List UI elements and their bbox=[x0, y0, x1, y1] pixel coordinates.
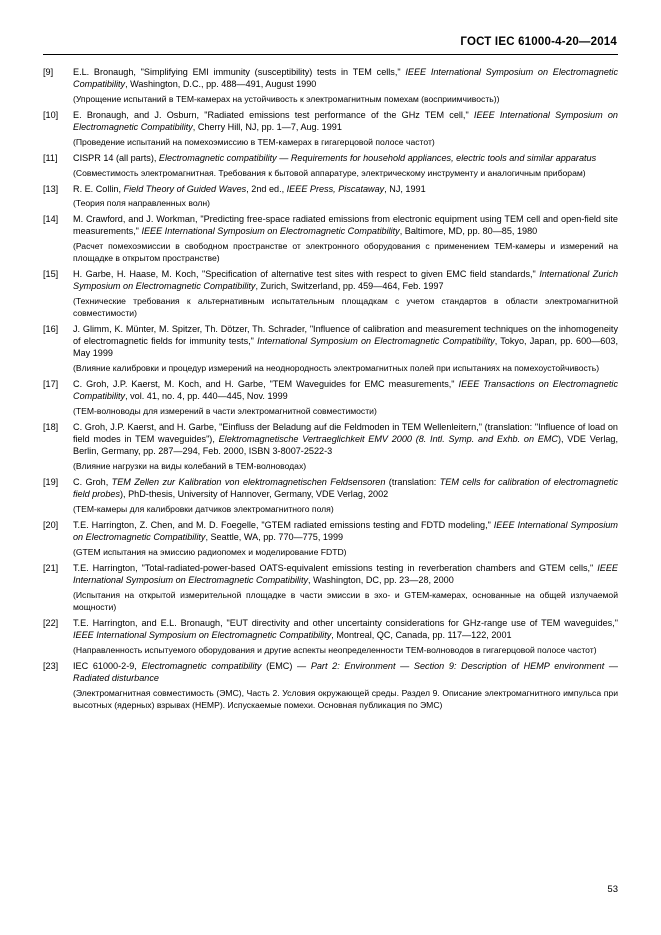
reference-text bbox=[73, 268, 618, 322]
reference-text-ru: (ТЕМ-камеры для калибровки датчиков электромагнитного поля) bbox=[73, 504, 334, 515]
reference-text bbox=[73, 617, 618, 659]
reference-text-ru: (Влияние нагрузки на виды колебаний в ТЕМ-волноводах) bbox=[73, 461, 307, 472]
reference-entry bbox=[43, 213, 618, 267]
header-divider bbox=[43, 54, 618, 55]
reference-text-ru: (Теория поля направленных волн) bbox=[73, 198, 211, 209]
reference-text-en: M. Crawford, and J. Workman, "Predicting free-space radiated emissions from electronic equipment using TEM cell and open-field site measurements," IEEE International Symposium on Electromagnetic Compatibility, Baltimore, MD, pp. 80—85, 1980 bbox=[73, 214, 618, 237]
reference-text bbox=[73, 109, 618, 151]
reference-text-en: H. Garbe, H. Haase, M. Koch, "Specification of alternative test sites with respect to given EMC field standards," International Zurich Symposium on Electromagnetic Compatibility, Zurich, Switzerland, pp. 459—464, Feb. 1997 bbox=[73, 269, 619, 292]
reference-text-en: C. Groh, TEM Zellen zur Kalibration von elektromagnetischen Feldsensoren (translation: TEM cells for calibration of electromagnetic field probes), PhD-thesis, University of Hannover, Germany, VDE Verlag, 2002 bbox=[73, 477, 618, 500]
reference-text bbox=[73, 66, 618, 108]
reference-number: [23] bbox=[43, 660, 59, 671]
reference-text-en: R. E. Collin, Field Theory of Guided Waves, 2nd ed., IEEE Press, Piscataway, NJ, 1991 bbox=[73, 183, 426, 194]
reference-entry bbox=[43, 562, 618, 616]
reference-text bbox=[73, 323, 618, 377]
reference-text-ru: (GTEM испытания на эмиссию радиопомех и моделирование FDTD) bbox=[73, 546, 347, 557]
reference-text-ru: (Влияние калибровки и процедур измерений на неоднородность электромагнитных полей при испытаниях на помехоустойчивость) bbox=[73, 363, 600, 374]
bibliography-list bbox=[43, 66, 618, 715]
reference-text bbox=[73, 213, 618, 267]
reference-number: [9] bbox=[43, 67, 54, 77]
reference-number: [14] bbox=[43, 214, 59, 225]
reference-text bbox=[73, 421, 618, 475]
reference-number: [10] bbox=[43, 109, 59, 120]
reference-number: [16] bbox=[43, 324, 59, 335]
reference-entry bbox=[43, 66, 618, 108]
reference-number: [15] bbox=[43, 269, 59, 280]
reference-text-en: C. Groh, J.P. Kaerst, and H. Garbe, "Einfluss der Beladung auf die Feldmoden in TEM Wellenleitern," (translation: "Influence of load on field modes in TEM waveguides"), Elektromagnetische Vertraeglichkeit EMV 2000 (8. Intl. Symp. and Exhb. on EMC), VDE Verlag, Berlin, Germany, pp. 287—294, Feb. 2000, ISBN 3-8007-2522-3 bbox=[73, 422, 618, 457]
reference-entry bbox=[43, 660, 618, 714]
reference-entry bbox=[43, 152, 618, 182]
reference-text bbox=[73, 519, 618, 561]
reference-number: [21] bbox=[43, 562, 59, 573]
reference-text-ru: (Упрощение испытаний в ТЕМ-камерах на устойчивость к электромагнитным помехам (восприимчивость)) bbox=[73, 93, 500, 104]
reference-number: [13] bbox=[43, 183, 59, 194]
reference-text bbox=[73, 152, 618, 182]
reference-text-en: T.E. Harrington, and E.L. Bronaugh, "EUT directivity and other uncertainty considerations for GHz-range use of TEM waveguides," IEEE International Symposium on Electromagnetic Compatibility, Montreal, QC, Canada, pp. 117—122, 2001 bbox=[73, 617, 618, 641]
reference-text-ru: (Испытания на открытой измерительной площадке в части эмиссии в эхо- и GTEM-камерах, основанные на общей излучаемой мощности) bbox=[73, 589, 618, 612]
reference-number: [11] bbox=[43, 152, 58, 163]
reference-number: [17] bbox=[43, 379, 59, 390]
reference-text-en: T.E. Harrington, "Total-radiated-power-based OATS-equivalent emissions testing in reverberation chambers and GTEM cells," IEEE International Symposium on Electromagnetic Compatibility, Washington, DC, pp. 23—28, 2000 bbox=[73, 562, 618, 586]
reference-entry bbox=[43, 183, 618, 213]
reference-number: [22] bbox=[43, 617, 59, 628]
reference-text bbox=[73, 378, 618, 420]
reference-text bbox=[73, 183, 618, 213]
reference-text bbox=[73, 660, 618, 714]
page-header-standard-title: ГОСТ IEC 61000-4-20—2014 bbox=[460, 36, 617, 48]
reference-text-en: E.L. Bronaugh, "Simplifying EMI immunity (susceptibility) tests in TEM cells," IEEE International Symposium on Electromagnetic Compatibility, Washington, D.C., pp. 488—491, August 1990 bbox=[73, 67, 618, 90]
reference-number: [19] bbox=[43, 477, 59, 488]
reference-text-ru: (ТЕМ-волноводы для измерений в части электромагнитной совместимости) bbox=[73, 406, 377, 417]
reference-text-ru: (Проведение испытаний на помехоэмиссию в ТЕМ-камерах в гигагерцовой полосе частот) bbox=[73, 136, 435, 147]
page-number: 53 bbox=[607, 884, 618, 895]
reference-entry bbox=[43, 519, 618, 561]
reference-entry bbox=[43, 476, 618, 518]
reference-text-en: C. Groh, J.P. Kaerst, M. Koch, and H. Garbe, "TEM Waveguides for EMC measurements," IEEE Transactions on Electromagnetic Compatibility, vol. 41, no. 4, pp. 440—445, Nov. 1999 bbox=[73, 379, 618, 402]
reference-text-en: T.E. Harrington, Z. Chen, and M. D. Foegelle, "GTEM radiated emissions testing and FDTD modeling," IEEE International Symposium on Electromagnetic Compatibility, Seattle, WA, pp. 770—775, 1999 bbox=[73, 520, 618, 543]
reference-entry bbox=[43, 617, 618, 659]
reference-entry bbox=[43, 268, 618, 322]
reference-entry bbox=[43, 109, 618, 151]
reference-entry bbox=[43, 378, 618, 420]
reference-entry bbox=[43, 323, 618, 377]
reference-text-ru: (Электромагнитная совместимость (ЭМС), Часть 2. Условия окружающей среды. Раздел 9. Описание электромагнитного импульса при высотных (ядерных) взрывах (HEMP). Испускаемые помехи. Основная публикация по ЭМС) bbox=[73, 687, 618, 710]
reference-number: [20] bbox=[43, 520, 59, 531]
reference-text-ru: (Технические требования к альтернативным испытательным площадкам с учетом стандартов в области электромагнитной совместимости) bbox=[73, 296, 618, 319]
reference-text-ru: (Совместимость электромагнитная. Требования к бытовой аппаратуре, электрическому инструменту и аналогичным приборам) bbox=[73, 167, 586, 178]
reference-text-en: CISPR 14 (all parts), Electromagnetic compatibility — Requirements for household appliances, electric tools and similar apparatus bbox=[73, 152, 597, 163]
reference-entry bbox=[43, 421, 618, 475]
reference-number: [18] bbox=[43, 422, 59, 433]
reference-text bbox=[73, 476, 618, 518]
reference-text-ru: (Направленность испытуемого оборудования и другие аспекты неопределенности ТЕМ-волноводов в гигагерцовой полосе частот) bbox=[73, 644, 597, 655]
reference-text-ru: (Расчет помехоэмиссии в свободном пространстве от электронного оборудования с применением ТЕМ-камеры и измерений на площадке в открытом пространстве) bbox=[73, 241, 618, 264]
reference-text-en: IEC 61000-2-9, Electromagnetic compatibility (EMC) — Part 2: Environment — Section 9: Description of HEMP environment — Radiated disturbance bbox=[73, 660, 619, 683]
reference-text-en: J. Glimm, K. Münter, M. Spitzer, Th. Dötzer, Th. Schrader, "Influence of calibration and measurement techniques on the inhomogeneity of electromagnetic fields for immunity tests," International Symposium on Electromagnetic Compatibility, Tokyo, Japan, pp. 600—603, May 1999 bbox=[73, 324, 618, 359]
reference-text-en: E. Bronaugh, and J. Osburn, "Radiated emissions test performance of the GHz TEM cell," IEEE International Symposium on Electromagnetic Compatibility, Cherry Hill, NJ, pp. 1—7, Aug. 1991 bbox=[73, 109, 618, 133]
reference-text bbox=[73, 562, 618, 616]
